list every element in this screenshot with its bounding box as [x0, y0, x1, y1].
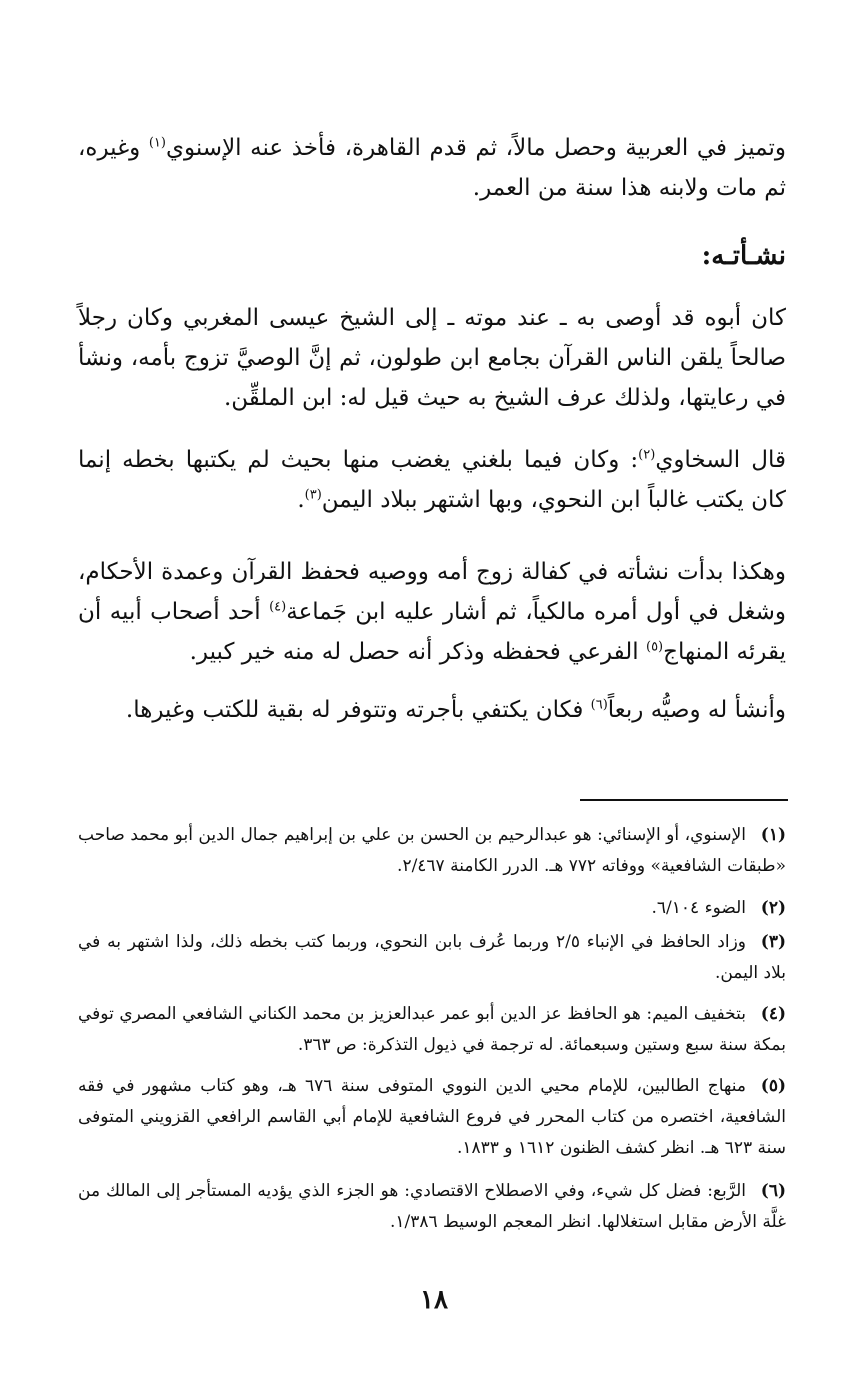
footnote-number: (٥) — [760, 1076, 786, 1096]
footnote-ref-6[interactable]: (٦) — [590, 697, 608, 713]
footnote-number: (٢) — [760, 898, 786, 918]
footnote-ref-4[interactable]: (٤) — [269, 599, 287, 615]
footnote-2 — [78, 893, 786, 924]
paragraph-4: وهكذا بدأت نشأته في كفالة زوج أمه ووصيه فحفظ القرآن وعمدة الأحكام، وشغل في أول أمره مالكياً، ثم أشار عليه ابن جَماعة$^{(٤)}$ أحد أصحاب أبيه أن يقرئه المنهاج$^{(٥)}$ الفرعي فحفظه وذكر أنه حصل له منه خير كبير. — [78, 559, 786, 665]
footnote-ref-1[interactable]: (١) — [148, 135, 166, 151]
paragraph-3: قال السخاوي$^{(٢)}$: وكان فيما بلغني يغضب منها بحيث لم يكتبها بخطه إنما كان يكتب غالباً ابن النحوي، وبها اشتهر ببلاد اليمن$^{(٣)}$. — [78, 447, 786, 513]
paragraph-1: وتميز في العربية وحصل مالاً، ثم قدم القاهرة، فأخذ عنه الإسنوي$^{(١)}$ وغيره، ثم مات ولابنه هذا سنة من العمر. — [78, 135, 786, 201]
footnote-number: (٦) — [760, 1181, 786, 1201]
page-number: ١٨ — [420, 1285, 448, 1315]
footnote-4 — [78, 999, 786, 1061]
footnote-ref-3[interactable]: (٣) — [304, 487, 322, 503]
footnote-text: بتخفيف الميم: هو الحافظ عز الدين أبو عمر عبدالعزيز بن محمد الكناني الشافعي المصري توفي بمكة سنة سبع وستين وسبعمائة. له ترجمة في ذيول التذكرة: ص ٣٦٣. — [78, 1004, 786, 1055]
section-heading: نشـأتـه: — [701, 241, 786, 271]
footnote-3 — [78, 927, 786, 989]
footnote-text: الضوء ٦/١٠٤. — [651, 898, 746, 918]
footnote-6 — [78, 1176, 786, 1238]
footnote-text: الإسنوي، أو الإسنائي: هو عبدالرحيم بن الحسن بن علي بن إبراهيم جمال الدين أبو محمد صاحب «طبقات الشافعية» ووفاته ٧٧٢ هـ. الدرر الكامنة ٢/٤٦٧. — [78, 825, 786, 876]
footnote-separator — [580, 799, 788, 801]
footnote-number: (٤) — [760, 1004, 786, 1024]
footnote-5 — [78, 1071, 786, 1164]
footnote-text: وزاد الحافظ في الإنباء ٢/٥ وربما عُرف بابن النحوي، وربما كتب بخطه ذلك، ولذا اشتهر به في بلاد اليمن. — [78, 932, 786, 983]
footnote-ref-5[interactable]: (٥) — [645, 639, 664, 655]
footnote-ref-2[interactable]: (٢) — [638, 447, 656, 463]
paragraph-2: كان أبوه قد أوصى به ـ عند موته ـ إلى الشيخ عيسى المغربي وكان رجلاً صالحاً يلقن الناس القرآن بجامع ابن طولون، ثم إنَّ الوصيَّ تزوج بأمه، ونشأ في رعايتها، ولذلك عرف الشيخ به حيث قيل له: ابن الملقِّن. — [78, 305, 786, 411]
footnote-1 — [78, 820, 786, 882]
footnote-text: الرَّبع: فضل كل شيء، وفي الاصطلاح الاقتصادي: هو الجزء الذي يؤديه المستأجر إلى المالك من غلَّة الأرض مقابل استغلالها. انظر المعجم الوسيط ١/٣٨٦. — [78, 1181, 786, 1232]
paragraph-5: وأنشأ له وصيُّه ربعاً$^{(٦)}$ فكان يكتفي بأجرته وتتوفر له بقية للكتب وغيرها. — [125, 697, 786, 723]
footnote-number: (١) — [760, 825, 786, 845]
footnote-text: منهاج الطالبين، للإمام محيي الدين النووي المتوفى سنة ٦٧٦ هـ، وهو كتاب مشهور في فقه الشافعية، اختصره من كتاب المحرر في فروع الشافعية للإمام أبي القاسم الرافعي القزويني المتوفى سنة ٦٢٣ هـ. انظر كشف الظنون ١٦١٢ و ١٨٣٣. — [78, 1076, 786, 1158]
footnote-number: (٣) — [760, 932, 786, 952]
